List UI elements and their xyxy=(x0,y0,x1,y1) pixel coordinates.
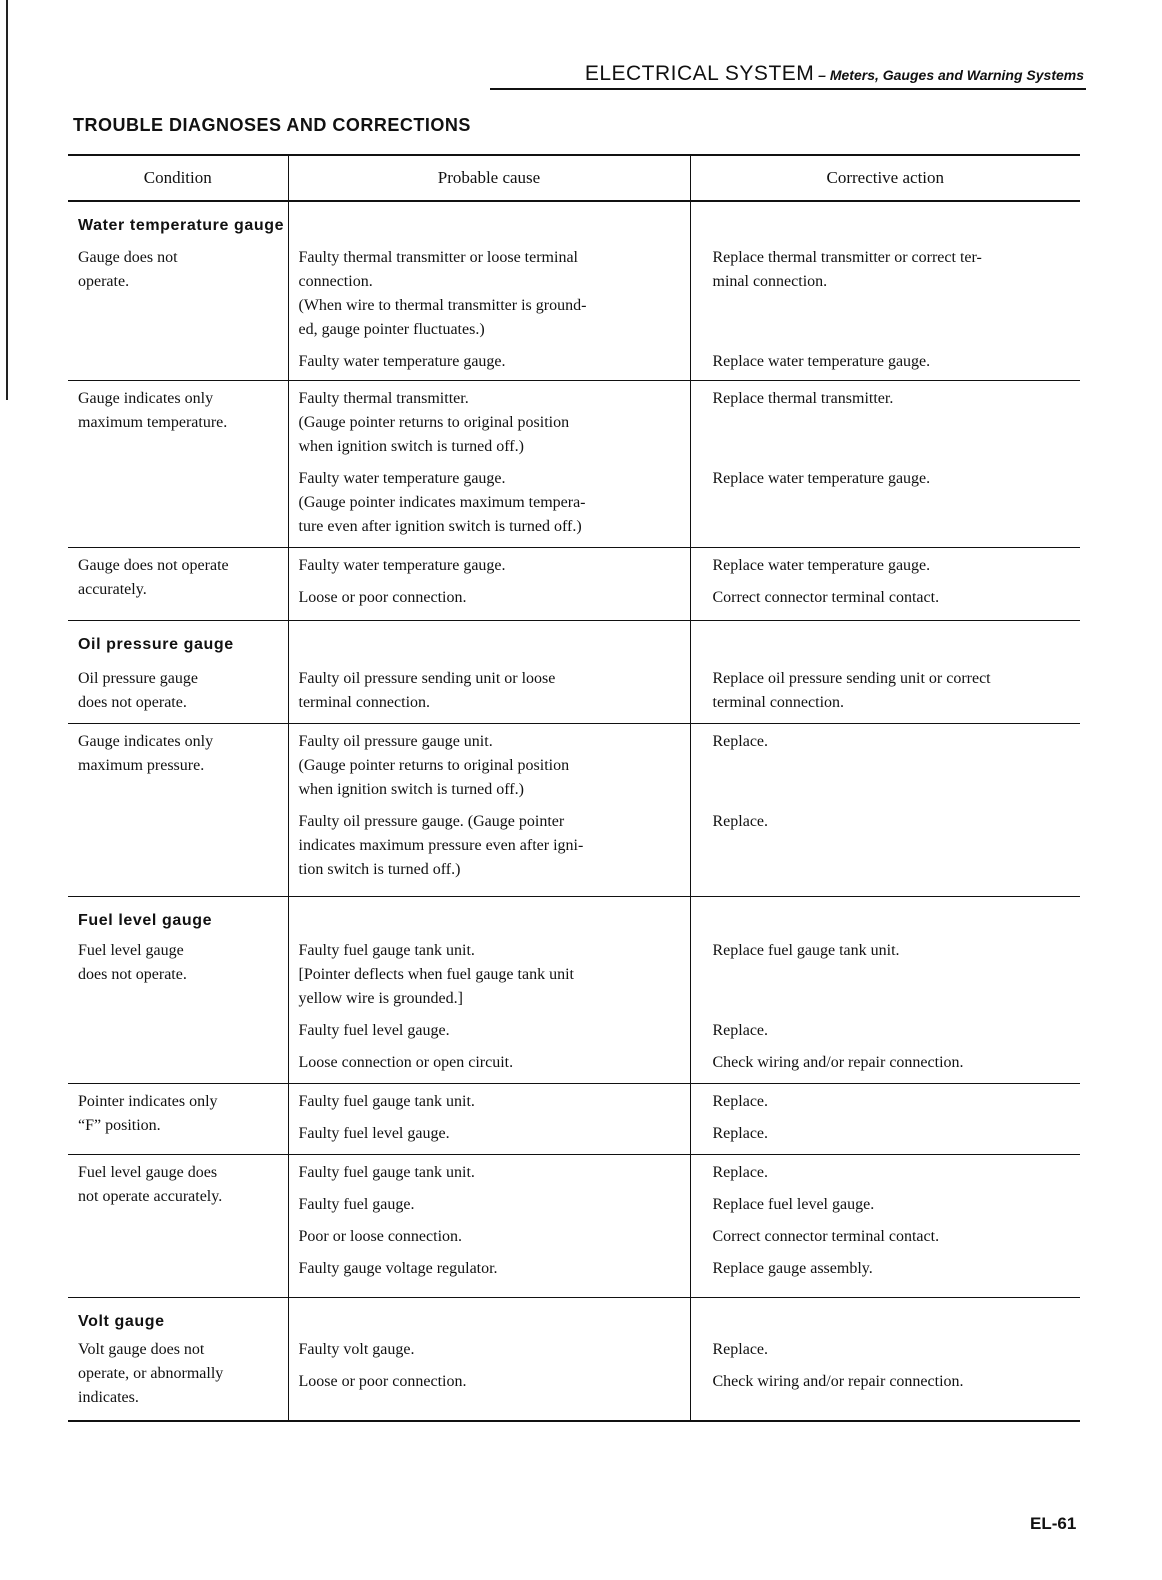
action-cell: Replace oil pressure sending unit or correct terminal connection. xyxy=(690,657,1080,715)
table-row xyxy=(68,724,1080,883)
condition-cell: Fuel level gauge does not operate. xyxy=(78,942,187,983)
condition-cell: Gauge does not operate accurately. xyxy=(78,557,229,598)
cause-cell: Faulty thermal transmitter. (Gauge pointer returns to original position when ignition switch is turned off.) Faulty water temperature gauge. (Gauge pointer indicates maximum tempera- ture even after ignition switch is turned off.) xyxy=(288,381,690,540)
action-cell: Replace thermal transmitter or correct ter- minal connection. Replace water temperature gauge. xyxy=(690,238,1080,374)
cause-cell: Faulty volt gauge. Loose or poor connection. xyxy=(288,1334,690,1410)
cause-cell: Faulty fuel gauge tank unit. Faulty fuel level gauge. xyxy=(288,1084,690,1147)
action-cell: Replace water temperature gauge. Correct connector terminal contact. xyxy=(690,548,1080,611)
cause-cell: Faulty thermal transmitter or loose terminal connection. (When wire to thermal transmitter is ground- ed, gauge pointer fluctuates.) Faulty water temperature gauge. xyxy=(288,238,690,374)
category-oil-pressure-gauge: Oil pressure gauge xyxy=(78,636,234,653)
table-row xyxy=(68,548,1080,611)
page-number: EL-61 xyxy=(1030,1514,1077,1533)
table-row xyxy=(68,933,1080,1075)
condition-cell: Oil pressure gauge does not operate. xyxy=(78,670,198,711)
condition-cell: Volt gauge does not operate, or abnormally indicates. xyxy=(78,1341,224,1406)
action-cell: Replace. Replace fuel level gauge. Correct connector terminal contact. Replace gauge assembly. xyxy=(690,1155,1080,1282)
category-row xyxy=(68,897,1080,934)
table-row xyxy=(68,238,1080,374)
action-cell: Replace fuel gauge tank unit. Replace. Check wiring and/or repair connection. xyxy=(690,933,1080,1075)
cause-cell: Faulty water temperature gauge. Loose or poor connection. xyxy=(288,548,690,611)
condition-cell: Gauge does not operate. xyxy=(78,249,178,290)
action-cell: Replace thermal transmitter. Replace water temperature gauge. xyxy=(690,381,1080,540)
cause-cell: Faulty oil pressure sending unit or loose terminal connection. xyxy=(288,657,690,715)
condition-cell: Gauge indicates only maximum pressure. xyxy=(78,733,214,774)
running-header xyxy=(300,62,1084,86)
action-cell: Replace. Replace. xyxy=(690,1084,1080,1147)
cause-cell: Faulty fuel gauge tank unit. Faulty fuel gauge. Poor or loose connection. Faulty gauge voltage regulator. xyxy=(288,1155,690,1282)
action-cell: Replace. Replace. xyxy=(690,724,1080,883)
table-row xyxy=(68,1155,1080,1282)
header-rule xyxy=(490,88,1086,90)
category-row xyxy=(68,201,1080,238)
category-cell xyxy=(68,897,288,934)
category-cell xyxy=(68,201,288,238)
category-cell xyxy=(68,1298,288,1335)
condition-cell: Pointer indicates only “F” position. xyxy=(78,1093,218,1134)
column-header-condition: Condition xyxy=(68,155,288,201)
column-header-probable-cause: Probable cause xyxy=(288,155,690,201)
table-row xyxy=(68,381,1080,540)
header-title: ELECTRICAL SYSTEM xyxy=(584,62,815,85)
header-subtitle: – Meters, Gauges and Warning Systems xyxy=(814,67,1084,83)
table-row xyxy=(68,657,1080,715)
category-volt-gauge: Volt gauge xyxy=(78,1313,165,1330)
category-row xyxy=(68,621,1080,658)
category-cell xyxy=(68,621,288,658)
cause-cell: Faulty fuel gauge tank unit. [Pointer deflects when fuel gauge tank unit yellow wire is grounded.] Faulty fuel level gauge. Loose connection or open circuit. xyxy=(288,933,690,1075)
table-header-row xyxy=(68,155,1080,201)
table-row xyxy=(68,1084,1080,1147)
column-header-corrective-action: Corrective action xyxy=(690,155,1080,201)
category-water-temperature-gauge: Water temperature gauge xyxy=(78,217,285,234)
section-title: TROUBLE DIAGNOSES AND CORRECTIONS xyxy=(73,115,471,135)
table-row xyxy=(68,1334,1080,1410)
condition-cell: Fuel level gauge does not operate accurately. xyxy=(78,1164,223,1205)
trouble-table xyxy=(68,154,1080,1422)
condition-cell: Gauge indicates only maximum temperature. xyxy=(78,390,228,431)
category-row xyxy=(68,1298,1080,1335)
cause-cell: Faulty oil pressure gauge unit. (Gauge pointer returns to original position when ignition switch is turned off.) Faulty oil pressure gauge. (Gauge pointer indicates maximum pressure even after igni- tion switch is turned off.) xyxy=(288,724,690,883)
page-edge-line xyxy=(6,0,8,400)
category-fuel-level-gauge: Fuel level gauge xyxy=(78,912,213,929)
action-cell: Replace. Check wiring and/or repair connection. xyxy=(690,1334,1080,1410)
